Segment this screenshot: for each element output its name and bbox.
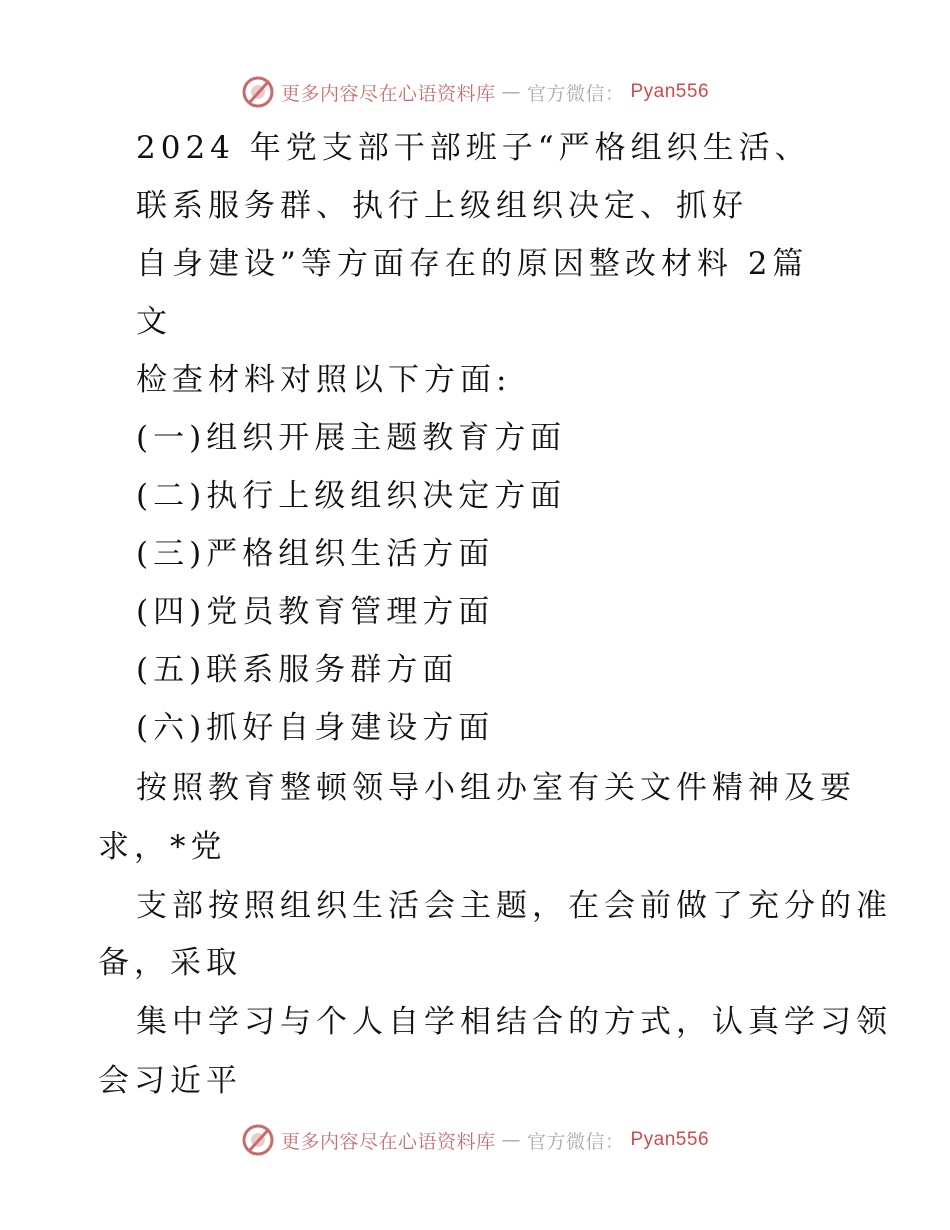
body-text-line: 支部按照组织生活会主题，在会前做了充分的准 [136, 888, 892, 924]
watermark-separator: — [501, 81, 521, 103]
brand-logo-icon [241, 1123, 275, 1157]
watermark-contact-label: 官方微信： [526, 82, 625, 105]
document-title-line: 文 [136, 304, 172, 340]
watermark-contact-label: 官方微信： [526, 1130, 625, 1153]
watermark-contact-id: Pyan556 [630, 1129, 710, 1150]
body-text-line: 备，采取 [98, 945, 242, 981]
watermark-contact-id: Pyan556 [630, 81, 710, 102]
body-text-line: 求，*党 [98, 829, 227, 865]
list-item: (二)执行上级组织决定方面 [136, 478, 567, 514]
list-item: (三)严格组织生活方面 [136, 536, 495, 572]
watermark-text: 更多内容尽在心语资料库 [280, 82, 496, 105]
list-item: (一)组织开展主题教育方面 [136, 420, 567, 456]
watermark-text: 更多内容尽在心语资料库 [280, 1130, 496, 1153]
watermark-separator: — [501, 1129, 521, 1151]
brand-logo-icon [241, 75, 275, 109]
footer-watermark [0, 1120, 950, 1160]
list-item: (四)党员教育管理方面 [136, 594, 495, 630]
body-text-line: 按照教育整顿领导小组办室有关文件精神及要 [136, 770, 856, 806]
list-item: (五)联系服务群方面 [136, 652, 459, 688]
header-watermark [0, 72, 950, 112]
body-text-line: 会习近平 [98, 1063, 242, 1099]
document-title-line: 自身建设”等方面存在的原因整改材料 2篇 [136, 246, 809, 282]
document-title-line: 联系服务群、执行上级组织决定、抓好 [136, 188, 748, 224]
document-title-line: 2024 年党支部干部班子“严格组织生活、 [136, 130, 811, 166]
list-item: (六)抓好自身建设方面 [136, 710, 495, 746]
body-text-line: 集中学习与个人自学相结合的方式，认真学习领 [136, 1004, 892, 1040]
intro-text: 检查材料对照以下方面: [136, 362, 512, 398]
